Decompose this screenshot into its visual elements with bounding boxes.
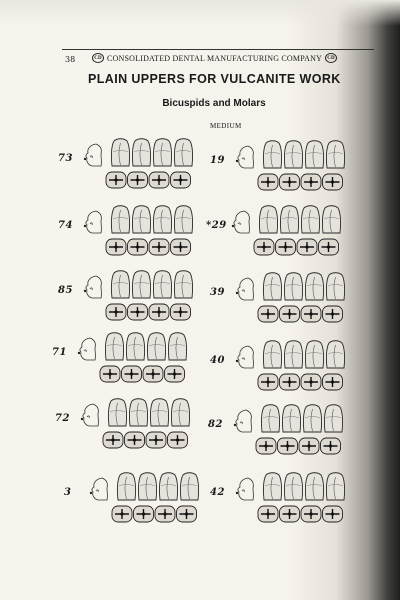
tooth-crown bbox=[303, 405, 321, 432]
profile-sketch-icon bbox=[232, 408, 254, 434]
size-label: MEDIUM bbox=[210, 122, 242, 130]
tooth-crown bbox=[108, 399, 126, 426]
mould-entry bbox=[210, 272, 350, 338]
tooth-occlusal bbox=[168, 432, 188, 448]
tooth-crown bbox=[326, 141, 344, 168]
mould-number: 74 bbox=[58, 220, 73, 231]
occlusal-teeth-illustration bbox=[257, 504, 343, 524]
mould-number: 40 bbox=[210, 355, 225, 366]
occlusal-teeth-illustration bbox=[253, 237, 339, 257]
tooth-occlusal bbox=[143, 366, 163, 382]
tooth-crown bbox=[132, 139, 150, 166]
upper-teeth-illustration bbox=[261, 140, 343, 170]
tooth-crown bbox=[284, 273, 302, 300]
tooth-occlusal bbox=[106, 239, 126, 255]
tooth-occlusal bbox=[258, 306, 278, 322]
tooth-crown bbox=[305, 473, 323, 500]
tooth-occlusal bbox=[258, 506, 278, 522]
mould-entry bbox=[55, 398, 195, 464]
running-header bbox=[92, 53, 337, 63]
tooth-occlusal bbox=[146, 432, 166, 448]
profile-sketch-icon bbox=[82, 274, 104, 300]
tooth-crown bbox=[168, 333, 186, 360]
tooth-occlusal bbox=[254, 239, 274, 255]
tooth-occlusal bbox=[323, 306, 343, 322]
upper-teeth-illustration bbox=[115, 472, 197, 502]
tooth-occlusal bbox=[280, 306, 300, 322]
tooth-crown bbox=[326, 473, 344, 500]
tooth-crown bbox=[105, 333, 123, 360]
tooth-occlusal bbox=[319, 239, 339, 255]
tooth-crown bbox=[263, 141, 281, 168]
profile-sketch-icon bbox=[234, 276, 256, 302]
upper-teeth-illustration bbox=[109, 138, 191, 168]
upper-teeth-illustration bbox=[109, 270, 191, 300]
tooth-crown bbox=[111, 271, 129, 298]
tooth-crown bbox=[261, 405, 279, 432]
profile-sketch-icon bbox=[230, 209, 252, 235]
mould-entry bbox=[208, 404, 348, 470]
profile-sketch-icon bbox=[234, 344, 256, 370]
tooth-occlusal bbox=[125, 432, 145, 448]
tooth-crown bbox=[174, 206, 192, 233]
tooth-occlusal bbox=[276, 239, 296, 255]
mould-number: 85 bbox=[58, 285, 73, 296]
mould-number: 19 bbox=[210, 155, 225, 166]
tooth-crown bbox=[159, 473, 177, 500]
tooth-crown bbox=[126, 333, 144, 360]
mould-entry bbox=[210, 472, 350, 538]
occlusal-teeth-illustration bbox=[257, 304, 343, 324]
mould-entry bbox=[58, 270, 198, 336]
tooth-crown bbox=[280, 206, 298, 233]
tooth-crown bbox=[174, 139, 192, 166]
tooth-occlusal bbox=[171, 304, 191, 320]
tooth-crown bbox=[263, 273, 281, 300]
tooth-occlusal bbox=[299, 438, 319, 454]
mould-entry bbox=[58, 205, 198, 271]
tooth-occlusal bbox=[112, 506, 132, 522]
tooth-crown bbox=[301, 206, 319, 233]
tooth-crown bbox=[326, 341, 344, 368]
tooth-occlusal bbox=[149, 239, 169, 255]
mould-number: 39 bbox=[210, 287, 225, 298]
mould-entry bbox=[210, 340, 350, 406]
tooth-crown bbox=[117, 473, 135, 500]
tooth-crown bbox=[284, 341, 302, 368]
occlusal-teeth-illustration bbox=[102, 430, 188, 450]
mould-number: 71 bbox=[52, 347, 67, 358]
tooth-occlusal bbox=[128, 304, 148, 320]
mould-entry bbox=[58, 138, 198, 204]
tooth-crown bbox=[147, 333, 165, 360]
company-logo-icon: CD bbox=[92, 53, 104, 63]
mould-number: 42 bbox=[210, 487, 225, 498]
mould-number: 3 bbox=[64, 487, 72, 498]
tooth-crown bbox=[305, 341, 323, 368]
tooth-crown bbox=[263, 341, 281, 368]
tooth-occlusal bbox=[149, 172, 169, 188]
tooth-crown bbox=[132, 271, 150, 298]
tooth-occlusal bbox=[323, 506, 343, 522]
upper-teeth-illustration bbox=[106, 398, 188, 428]
tooth-occlusal bbox=[256, 438, 276, 454]
tooth-crown bbox=[111, 206, 129, 233]
tooth-crown bbox=[305, 141, 323, 168]
occlusal-teeth-illustration bbox=[105, 302, 191, 322]
tooth-occlusal bbox=[155, 506, 175, 522]
tooth-occlusal bbox=[171, 239, 191, 255]
tooth-occlusal bbox=[100, 366, 120, 382]
tooth-occlusal bbox=[165, 366, 185, 382]
tooth-occlusal bbox=[171, 172, 191, 188]
tooth-occlusal bbox=[258, 174, 278, 190]
tooth-occlusal bbox=[321, 438, 341, 454]
profile-sketch-icon bbox=[79, 402, 101, 428]
profile-sketch-icon bbox=[82, 142, 104, 168]
tooth-crown bbox=[174, 271, 192, 298]
profile-sketch-icon bbox=[88, 476, 110, 502]
tooth-crown bbox=[153, 206, 171, 233]
tooth-occlusal bbox=[278, 438, 298, 454]
tooth-crown bbox=[153, 271, 171, 298]
tooth-occlusal bbox=[297, 239, 317, 255]
tooth-crown bbox=[150, 399, 168, 426]
tooth-occlusal bbox=[280, 506, 300, 522]
occlusal-teeth-illustration bbox=[105, 170, 191, 190]
tooth-crown bbox=[263, 473, 281, 500]
company-logo-icon: CD bbox=[325, 53, 337, 63]
upper-teeth-illustration bbox=[257, 205, 339, 235]
tooth-crown bbox=[259, 206, 277, 233]
page-title: PLAIN UPPERS FOR VULCANITE WORK bbox=[88, 72, 341, 86]
tooth-crown bbox=[326, 273, 344, 300]
occlusal-teeth-illustration bbox=[105, 237, 191, 257]
tooth-crown bbox=[324, 405, 342, 432]
tooth-occlusal bbox=[323, 174, 343, 190]
tooth-crown bbox=[284, 473, 302, 500]
mould-number: 72 bbox=[55, 413, 70, 424]
tooth-occlusal bbox=[106, 304, 126, 320]
tooth-crown bbox=[153, 139, 171, 166]
mould-entry bbox=[64, 472, 204, 538]
upper-teeth-illustration bbox=[261, 340, 343, 370]
upper-teeth-illustration bbox=[259, 404, 341, 434]
upper-teeth-illustration bbox=[109, 205, 191, 235]
company-name: CONSOLIDATED DENTAL MANUFACTURING COMPANY bbox=[107, 53, 323, 63]
tooth-occlusal bbox=[301, 374, 321, 390]
tooth-occlusal bbox=[301, 506, 321, 522]
profile-sketch-icon bbox=[76, 336, 98, 362]
tooth-crown bbox=[180, 473, 198, 500]
tooth-occlusal bbox=[134, 506, 154, 522]
tooth-occlusal bbox=[103, 432, 123, 448]
tooth-occlusal bbox=[301, 306, 321, 322]
tooth-crown bbox=[111, 139, 129, 166]
tooth-occlusal bbox=[323, 374, 343, 390]
tooth-occlusal bbox=[280, 174, 300, 190]
mould-entry bbox=[206, 205, 346, 271]
occlusal-teeth-illustration bbox=[257, 172, 343, 192]
tooth-crown bbox=[322, 206, 340, 233]
tooth-occlusal bbox=[106, 172, 126, 188]
tooth-crown bbox=[305, 273, 323, 300]
tooth-crown bbox=[129, 399, 147, 426]
tooth-occlusal bbox=[122, 366, 142, 382]
occlusal-teeth-illustration bbox=[255, 436, 341, 456]
profile-sketch-icon bbox=[234, 476, 256, 502]
tooth-occlusal bbox=[280, 374, 300, 390]
occlusal-teeth-illustration bbox=[257, 372, 343, 392]
tooth-occlusal bbox=[149, 304, 169, 320]
tooth-occlusal bbox=[177, 506, 197, 522]
mould-number: 82 bbox=[208, 419, 223, 430]
tooth-crown bbox=[132, 206, 150, 233]
mould-entry bbox=[210, 140, 350, 206]
mould-number: *29 bbox=[206, 220, 227, 231]
upper-teeth-illustration bbox=[261, 472, 343, 502]
upper-teeth-illustration bbox=[261, 272, 343, 302]
tooth-crown bbox=[138, 473, 156, 500]
tooth-crown bbox=[282, 405, 300, 432]
mould-entry bbox=[52, 332, 192, 398]
tooth-occlusal bbox=[128, 172, 148, 188]
header-rule bbox=[62, 49, 374, 50]
page-top-shadow bbox=[0, 0, 400, 26]
tooth-crown bbox=[284, 141, 302, 168]
occlusal-teeth-illustration bbox=[99, 364, 185, 384]
occlusal-teeth-illustration bbox=[111, 504, 197, 524]
section-subtitle: Bicuspids and Molars bbox=[162, 98, 266, 109]
profile-sketch-icon bbox=[82, 209, 104, 235]
tooth-crown bbox=[171, 399, 189, 426]
upper-teeth-illustration bbox=[103, 332, 185, 362]
profile-sketch-icon bbox=[234, 144, 256, 170]
tooth-occlusal bbox=[128, 239, 148, 255]
tooth-occlusal bbox=[258, 374, 278, 390]
tooth-occlusal bbox=[301, 174, 321, 190]
page-number: 38 bbox=[65, 55, 76, 64]
mould-number: 73 bbox=[58, 153, 73, 164]
